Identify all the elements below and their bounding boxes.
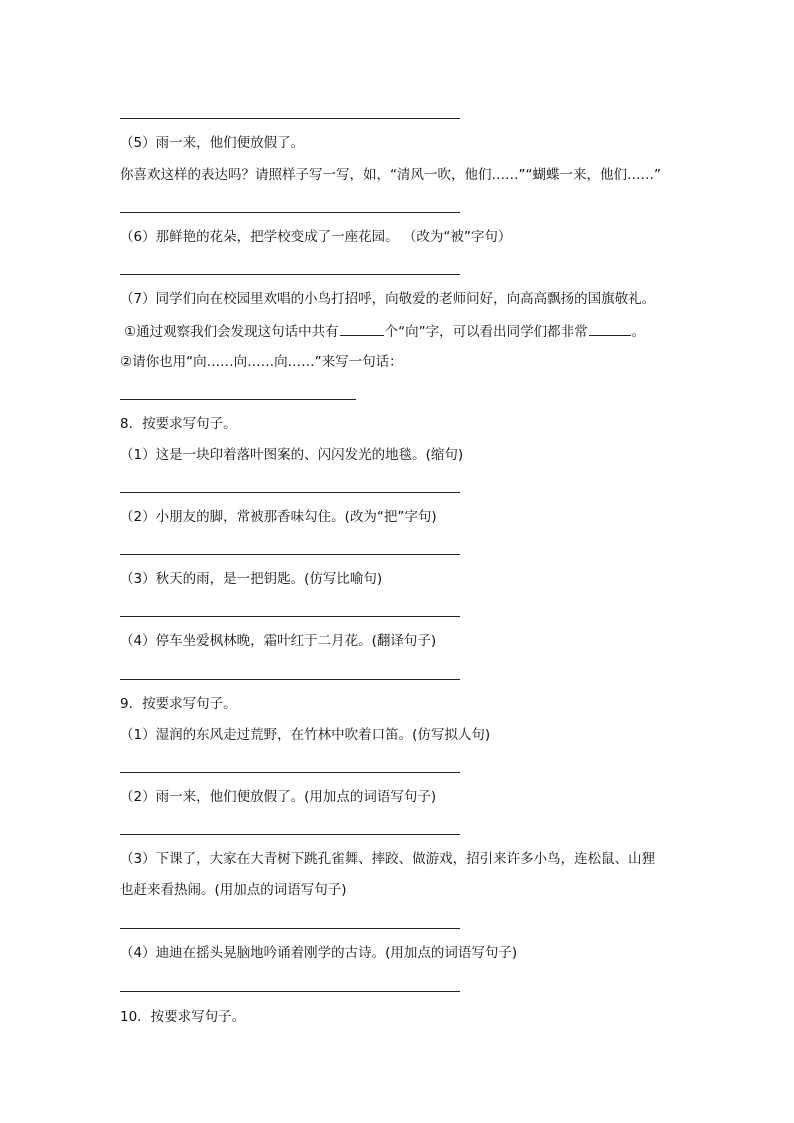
question-8-1: （1）这是一块印着落叶图案的、闪闪发光的地毯。(缩句)	[120, 447, 464, 463]
question-9-4: （4）迪迪在摇头晃脑地吟诵着刚学的古诗。(用加点的词语写句子)	[120, 945, 518, 961]
answer-line[interactable]	[120, 991, 460, 992]
answer-line[interactable]	[120, 616, 460, 617]
question-9-heading: 9．按要求写句子。	[120, 696, 237, 712]
question-7-6: （6）那鲜艳的花朵，把学校变成了一座花园。 （改为“被”字句）	[120, 229, 512, 245]
answer-line[interactable]	[120, 492, 460, 493]
question-8-heading: 8．按要求写句子。	[120, 416, 237, 432]
answer-line[interactable]	[120, 399, 356, 400]
answer-line[interactable]	[120, 679, 460, 680]
question-9-2: （2）雨一来，他们便放假了。(用加点的词语写句子)	[120, 789, 437, 805]
question-9-3: （3）下课了，大家在大青树下跳孔雀舞、摔跤、做游戏，招引来许多小鸟，连松鼠、山狸	[120, 851, 656, 867]
question-8-4: （4）停车坐爱枫林晚，霜叶红于二月花。(翻译句子)	[120, 633, 437, 649]
answer-line[interactable]	[120, 772, 460, 773]
sub1-text-b: 个“向”字，可以看出同学们都非常	[384, 324, 588, 340]
question-7-7-sub2: ②请你也用“向……向……向……”来写一句话：	[120, 354, 403, 370]
question-9-3-cont: 也赶来看热闹。(用加点的词语写句子)	[120, 882, 347, 898]
answer-line[interactable]	[120, 554, 460, 555]
sub1-text-c: 。	[631, 324, 646, 340]
question-7-5: （5）雨一来，他们便放假了。	[120, 135, 305, 151]
sub1-text-a: ①通过观察我们会发现这句话中共有	[124, 324, 339, 340]
answer-line[interactable]	[120, 834, 460, 835]
fill-blank[interactable]	[340, 322, 384, 336]
answer-line[interactable]	[120, 928, 460, 929]
question-10-heading: 10．按要求写句子。	[120, 1009, 246, 1025]
answer-line[interactable]	[120, 212, 460, 213]
question-7-7: （7）同学们向在校园里欢唱的小鸟打招呼，向敬爱的老师问好，向高高飘扬的国旗敬礼。	[120, 291, 656, 307]
question-9-1: （1）湿润的东风走过荒野，在竹林中吹着口笛。(仿写拟人句)	[120, 727, 491, 743]
fill-blank[interactable]	[589, 322, 631, 336]
question-8-3: （3）秋天的雨，是一把钥匙。(仿写比喻句)	[120, 571, 383, 587]
answer-line[interactable]	[120, 274, 460, 275]
answer-line[interactable]	[120, 118, 460, 119]
question-8-2: （2）小朋友的脚，常被那香味勾住。(改为“把”字句)	[120, 509, 437, 525]
question-7-5-task: 你喜欢这样的表达吗？请照样子写一写，如，“清风一吹，他们……”“蝴蝶一来，他们……”	[120, 167, 661, 183]
question-7-7-sub1	[124, 322, 645, 341]
